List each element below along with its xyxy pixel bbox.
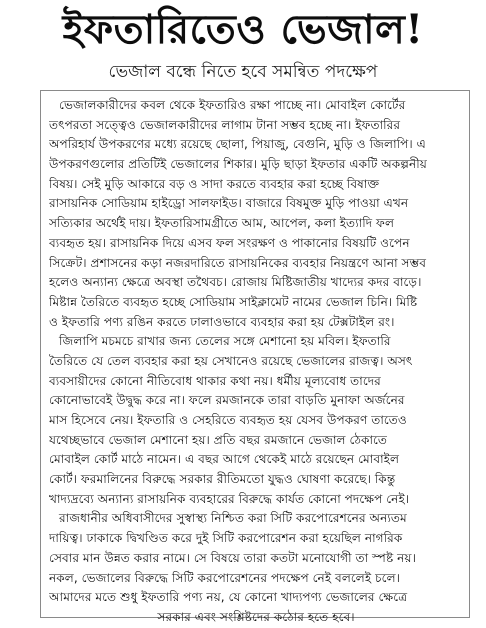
- article-line: ব্যবহৃত হয়। রাসায়নিক দিয়ে এসব ফল সংরক্ষণ ও পাকানোর বিষয়টি ওপেন: [49, 235, 410, 250]
- article-line: তৈরিতে যে তেল ব্যবহার করা হয় সেখানেও রয়েছে ভেজালের রাজত্ব। অসৎ: [49, 353, 413, 368]
- article-line: কোর্ট। ফরমালিনের বিরুদ্ধে সরকার রীতিমতো যুদ্ধও ঘোষণা করেছে। কিন্তু: [49, 472, 396, 487]
- article-line: মিষ্টান্ন তৈরিতে ব্যবহৃত হচ্ছে সোডিয়াম সাইক্লামেট নামের ভেজাল চিনি। মিষ্টি: [49, 294, 418, 309]
- article-line: হলেও অন্যান্য ক্ষেত্রে অবস্থা তথৈবচ। রোজায় মিষ্টিজাতীয় খাদ্যের কদর বাড়ে।: [49, 275, 422, 290]
- article-line: ভেজালকারীদের কবল থেকে ইফতারিও রক্ষা পাচ্ছে না। মোবাইল কোর্টের: [59, 98, 406, 112]
- article-headline: ইফতারিতেও ভেজাল!: [62, 6, 424, 53]
- article-line: রাজধানীর অধিবাসীদের সুস্বাস্থ্য নিশ্চিত করা সিটি করপোরেশনের অন্যতম: [59, 511, 407, 526]
- article-line: ও ইফতারি পণ্য রঙিন করতে ঢালাওভাবে ব্যবহার করা হয় টেক্সটাইল রং।: [49, 314, 395, 329]
- article-line: উপকরণগুলোর প্রতিটিই ভেজালের শিকার। মুড়ি ছাড়া ইফতার একটি অকল্পনীয়: [49, 157, 427, 172]
- article-line: নকল, ভেজালের বিরুদ্ধে সিটি করপোরেশনের পদক্ষেপ নেই বললেই চলে।: [49, 570, 401, 585]
- article-line: আমাদের মতে শুধু ইফতারি পণ্য নয়, যে কোনো খাদ্যপণ্য ভেজালের ক্ষেত্রে: [49, 590, 408, 605]
- article-line: কোনোভাবেই উদ্বুদ্ধ করে না। ফলে রমজানকে তারা বাড়তি মুনাফা অর্জনের: [49, 393, 405, 408]
- article-subheadline: ভেজাল বন্ধে নিতে হবে সমন্বিত পদক্ষেপ: [108, 62, 378, 82]
- article-line: দায়িত্ব। ঢাকাকে দ্বিখণ্ডিত করে দুই সিটি করপোরেশন করা হয়েছিল নাগরিক: [49, 531, 403, 546]
- article-line: রাসায়নিক সোডিয়াম হাইড্রো সালফাইড। বাজারে বিষমুক্ত মুড়ি পাওয়া এখন: [49, 196, 409, 211]
- article-line: বিষয়। সেই মুড়ি আকারে বড় ও সাদা করতে ব্যবহার করা হচ্ছে বিষাক্ত: [49, 176, 380, 191]
- article-body: [49, 96, 463, 628]
- article-line: মাস হিসেবে নেয়। ইফতারি ও সেহরিতে ব্যবহৃত হয় যেসব উপকরণ তাতেও: [49, 413, 407, 427]
- article-line: যথেচ্ছভাবে ভেজাল মেশানো হয়। প্রতি বছর রমজানে ভেজাল ঠেকাতে: [49, 432, 388, 447]
- article-line: সত্যিকার অর্থেই দায়। ইফতারিসামগ্রীতে আম, আপেল, কলা ইত্যাদি ফল: [49, 216, 395, 231]
- article-line: সেবার মান উন্নত করার নামে। সে বিষয়ে তারা কতটা মনোযোগী তা স্পষ্ট নয়।: [49, 550, 416, 565]
- article-line: খাদ্যদ্রব্যে অন্যান্য রাসায়নিক ব্যবহারের বিরুদ্ধে কার্যত কোনো পদক্ষেপ নেই।: [49, 491, 410, 506]
- article-line: ব্যবসায়ীদের কোনো নীতিবোধ থাকার কথা নয়। ধর্মীয় মূল্যবোধ তাদের: [49, 373, 381, 388]
- article-line: তৎপরতা সত্ত্বেও ভেজালকারীদের লাগাম টানা সম্ভব হচ্ছে না। ইফতারির: [49, 117, 401, 132]
- article-line: জিলাপি মচমচে রাখার জন্য তেলের সঙ্গে মেশানো হয় মবিল। ইফতারি: [59, 334, 391, 349]
- article-line: সরকার এবং সংশ্লিষ্টদের কঠোর হতে হবে।: [157, 609, 355, 624]
- article-body-box: [40, 90, 470, 624]
- article-line: মোবাইল কোর্ট মাঠে নামেন। এ বছর আগে থেকেই মাঠে রয়েছেন মোবাইল: [49, 452, 400, 467]
- article-line: অপরিহার্য উপকরণের মধ্যে রয়েছে ছোলা, পিয়াজু, বেগুনি, মুড়ি ও জিলাপি। এ: [49, 137, 426, 152]
- article-line: সিক্রেট। প্রশাসনের কড়া নজরদারিতে রাসায়নিকের ব্যবহার নিয়ন্ত্রণে আনা সম্ভব: [49, 255, 426, 270]
